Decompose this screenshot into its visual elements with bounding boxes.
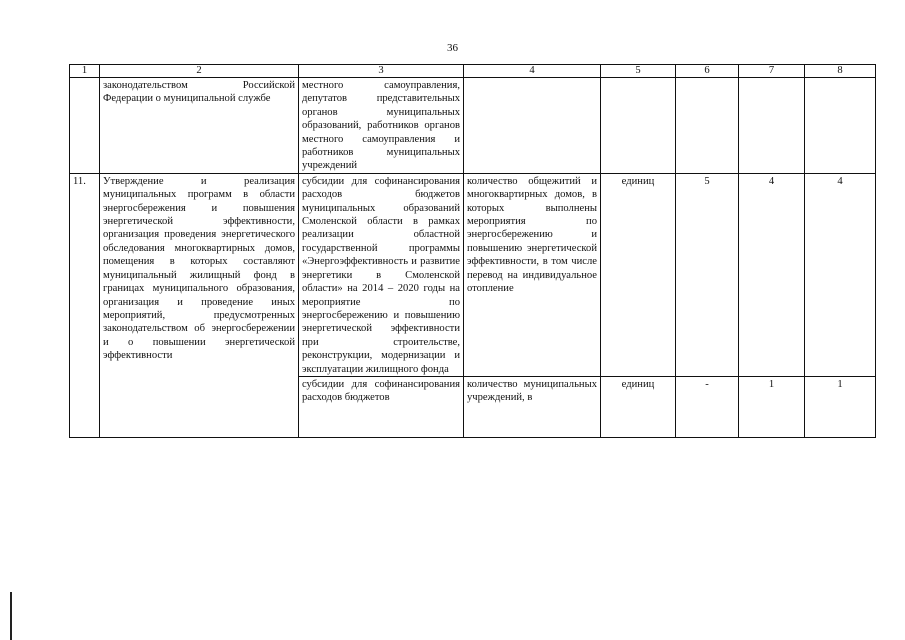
table-row: [70, 173, 876, 376]
page-number: 36: [447, 42, 458, 54]
header-cell: 5: [601, 65, 676, 78]
row-number-cell: 11.: [70, 173, 100, 437]
subsidy-cell: субсидии для софинансирования расходов бюджетов: [302, 378, 460, 404]
value-cell-7: 1: [739, 376, 805, 437]
header-cell: 4: [464, 65, 601, 78]
header-cell: 2: [100, 65, 299, 78]
recipients-cell: местного самоуправления, депутатов представительных органов муниципальных образований, работников органов местного самоуправления и работников муниципальных учреждений: [299, 78, 464, 174]
header-cell: 6: [676, 65, 739, 78]
header-cell: 3: [299, 65, 464, 78]
value-cell-7: 4: [739, 173, 805, 376]
legal-basis-cell: законодательством Российской Федерации о муниципальной службе: [100, 78, 299, 174]
subsidy-cell: субсидии для софинансирования расходов бюджетов муниципальных образований Смоленской области в рамках реализации областной государственной программы «Энергоэффективность и развитие энергетики в Смоленской области» на 2014 – 2020 годы на мероприятие по энергосбережению и повышению энергетической эффективности при строительстве, реконструкции, модернизации и эксплуатации жилищного фонда: [299, 173, 464, 376]
measure-cell: Утверждение и реализация муниципальных программ в области энергосбережения и повышения энергетической эффективности, организация проведения энергетического обследования многоквартирных домов, помещения в которых составляют муниципальный жилищный фонд в границах муниципального образования, организация и проведение иных мероприятий, предусмотренных законодательством об энергосбережении и о повышении энергетической эффективности: [100, 173, 299, 437]
unit-cell: единиц: [601, 376, 676, 437]
value-cell-6: -: [676, 376, 739, 437]
indicator-cell: количество муниципальных учреждений, в: [467, 378, 597, 404]
table-row: [70, 78, 876, 174]
value-cell-8: 1: [805, 376, 876, 437]
header-cell: 7: [739, 65, 805, 78]
indicator-cell: количество общежитий и многоквартирных домов, в которых выполнены мероприятия по энергосбережению и повышению энергетической эффективности, в том числе перевод на индивидуальное отопление: [464, 173, 601, 376]
header-row: [70, 65, 876, 78]
value-cell-6: 5: [676, 173, 739, 376]
header-cell: 1: [70, 65, 100, 78]
unit-cell: единиц: [601, 173, 676, 376]
page-edge-line: [10, 592, 12, 640]
value-cell-8: 4: [805, 173, 876, 376]
header-cell: 8: [805, 65, 876, 78]
measures-table: [69, 64, 876, 438]
